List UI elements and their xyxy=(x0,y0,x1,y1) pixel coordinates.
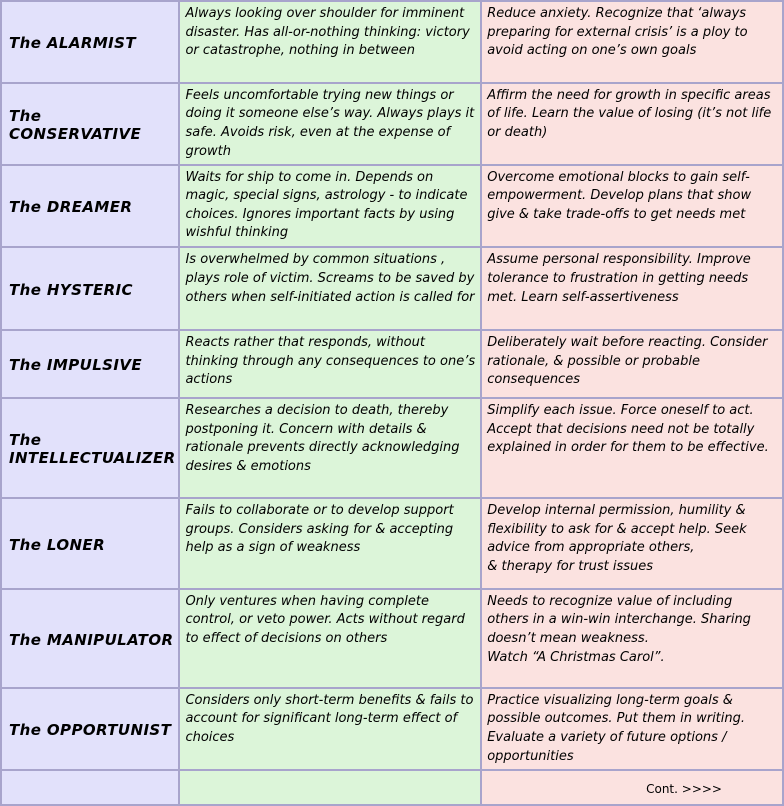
remedy-cell: Needs to recognize value of including others in a win-win interchange. Sharing doesn’t mean weakness. Watch “A Christmas Carol”. xyxy=(482,590,782,687)
type-cell: The INTELLECTUALIZER xyxy=(2,399,178,497)
table-row xyxy=(2,590,782,687)
remedy-cell: Overcome emotional blocks to gain self-empowerment. Develop plans that show give & take trade-offs to get needs met xyxy=(482,166,782,247)
description-cell: Waits for ship to come in. Depends on magic, special signs, astrology - to indicate choices. Ignores important facts by using wishful thinking xyxy=(180,166,480,247)
remedy-cell: Reduce anxiety. Recognize that ‘always preparing for external crisis’ is a ploy to avoid acting on one’s own goals xyxy=(482,2,782,82)
remedy-cell: Develop internal permission, humility & flexibility to ask for & accept help. Seek advice from appropriate others, & therapy for trust issues xyxy=(482,499,782,588)
type-cell: The IMPULSIVE xyxy=(2,331,178,397)
type-cell: The HYSTERIC xyxy=(2,248,178,329)
remedy-cell: Practice visualizing long-term goals & possible outcomes. Put them in writing. Evaluate a variety of future options / opportunities xyxy=(482,689,782,769)
description-cell: Always looking over shoulder for imminent disaster. Has all-or-nothing thinking: victory or catastrophe, nothing in between xyxy=(180,2,480,82)
footer-row xyxy=(2,771,782,804)
table-row xyxy=(2,399,782,497)
table-row xyxy=(2,248,782,329)
type-cell: The LONER xyxy=(2,499,178,588)
continued-label[interactable]: Cont. >>>> xyxy=(482,771,782,804)
type-cell: The OPPORTUNIST xyxy=(2,689,178,769)
empty-cell xyxy=(180,771,480,804)
table-row xyxy=(2,84,782,164)
type-cell: The ALARMIST xyxy=(2,2,178,82)
type-cell: The DREAMER xyxy=(2,166,178,247)
description-cell: Researches a decision to death, thereby postponing it. Concern with details & rationale prevents directly acknowledging desires & emotions xyxy=(180,399,480,497)
remedy-cell: Simplify each issue. Force oneself to act. Accept that decisions need not be totally explained in order for them to be effective. xyxy=(482,399,782,497)
description-cell: Only ventures when having complete control, or veto power. Acts without regard to effect of decisions on others xyxy=(180,590,480,687)
table-row xyxy=(2,2,782,82)
description-cell: Reacts rather that responds, without thinking through any consequences to one’s actions xyxy=(180,331,480,397)
table-row xyxy=(2,499,782,588)
description-cell: Considers only short-term benefits & fails to account for significant long-term effect of choices xyxy=(180,689,480,769)
table-row xyxy=(2,166,782,247)
description-cell: Is overwhelmed by common situations , plays role of victim. Screams to be saved by others when self-initiated action is called for xyxy=(180,248,480,329)
description-cell: Feels uncomfortable trying new things or doing it someone else’s way. Always plays it safe. Avoids risk, even at the expense of growth xyxy=(180,84,480,164)
remedy-cell: Affirm the need for growth in specific areas of life. Learn the value of losing (it’s not life or death) xyxy=(482,84,782,164)
remedy-cell: Assume personal responsibility. Improve tolerance to frustration in getting needs met. Learn self-assertiveness xyxy=(482,248,782,329)
remedy-cell: Deliberately wait before reacting. Consider rationale, & possible or probable consequences xyxy=(482,331,782,397)
table-row xyxy=(2,689,782,769)
empty-cell xyxy=(2,771,178,804)
table-row xyxy=(2,331,782,397)
description-cell: Fails to collaborate or to develop support groups. Considers asking for & accepting help as a sign of weakness xyxy=(180,499,480,588)
type-cell: The CONSERVATIVE xyxy=(2,84,178,164)
type-cell: The MANIPULATOR xyxy=(2,590,178,687)
